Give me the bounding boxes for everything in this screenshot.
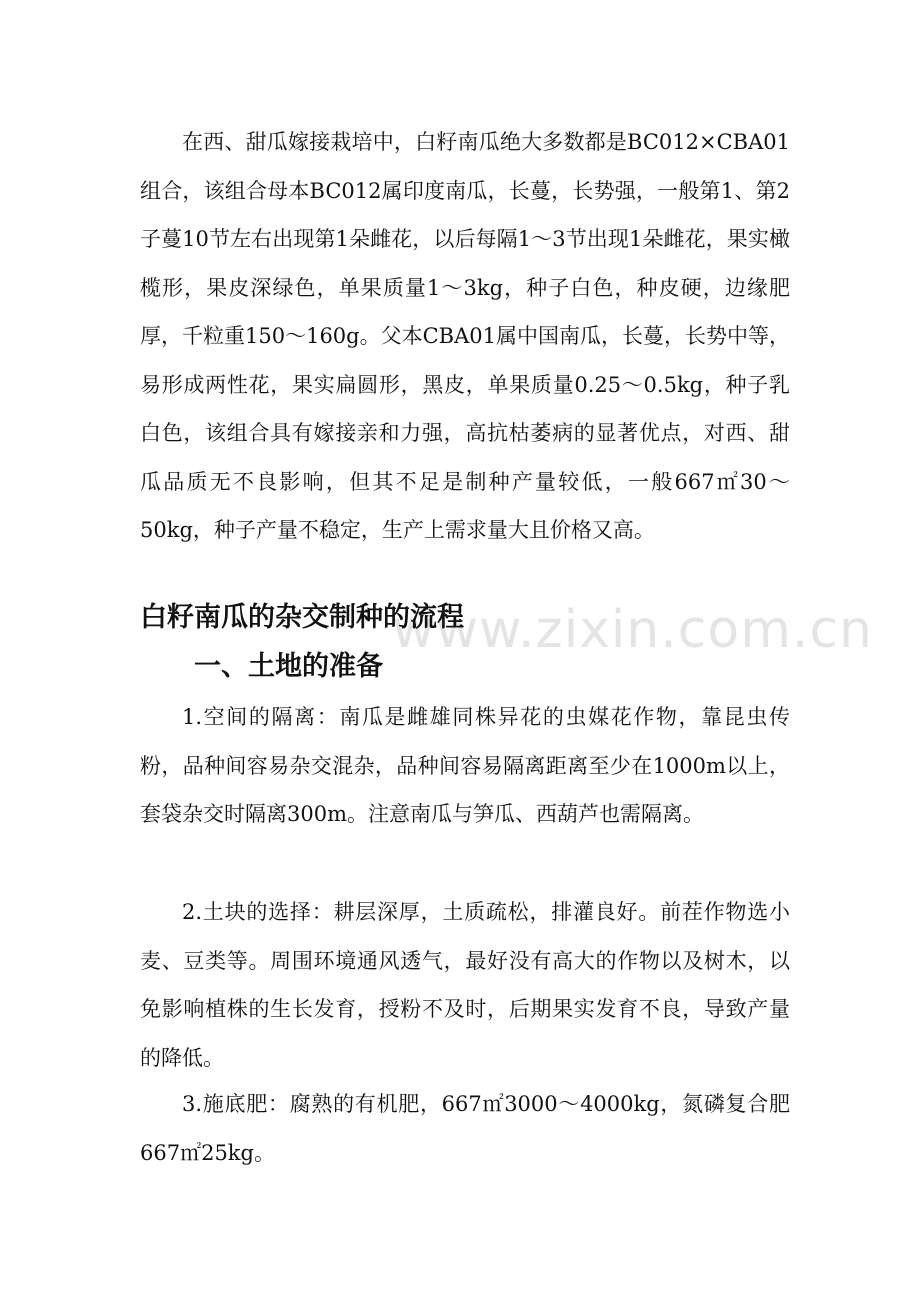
item-paragraph-3: 3.施底肥：腐熟的有机肥，667㎡3000～4000kg，氮磷复合肥667㎡25kg。	[140, 1092, 790, 1165]
section-heading: 一、土地的准备	[194, 651, 383, 682]
document-title: 白籽南瓜的杂交制种的流程	[140, 602, 464, 633]
item-paragraph-1: 1.空间的隔离：南瓜是雌雄同株异花的虫媒花作物，靠昆虫传粉，品种间容易杂交混杂，品种间容易隔离距离至少在1000m以上，套袋杂交时隔离300m。注意南瓜与笋瓜、西葫芦也需隔离。	[140, 705, 790, 826]
item-paragraph-2: 2.土块的选择：耕层深厚，土质疏松，排灌良好。前茬作物选小麦、豆类等。周围环境通风透气，最好没有高大的作物以及树木，以免影响植株的生长发育，授粉不及时，后期果实发育不良，导致产量的降低。	[140, 900, 790, 1070]
watermark: www.zixin.com.cn	[392, 600, 873, 660]
intro-paragraph: 在西、甜瓜嫁接栽培中，白籽南瓜绝大多数都是BC012×CBA01组合，该组合母本BC012属印度南瓜，长蔓，长势强，一般第1、第2子蔓10节左右出现第1朵雌花，以后每隔1～3节出现1朵雌花，果实橄榄形，果皮深绿色，单果质量1～3kg，种子白色，种皮硬，边缘肥厚，千粒重150～160g。父本CBA01属中国南瓜，长蔓，长势中等，易形成两性花，果实扁圆形，黑皮，单果质量0.25～0.5kg，种子乳白色，该组合具有嫁接亲和力强，高抗枯萎病的显著优点，对西、甜瓜品质无不良影响，但其不足是制种产量较低，一般667㎡30～50kg，种子产量不稳定，生产上需求量大且价格又高。	[140, 130, 790, 542]
